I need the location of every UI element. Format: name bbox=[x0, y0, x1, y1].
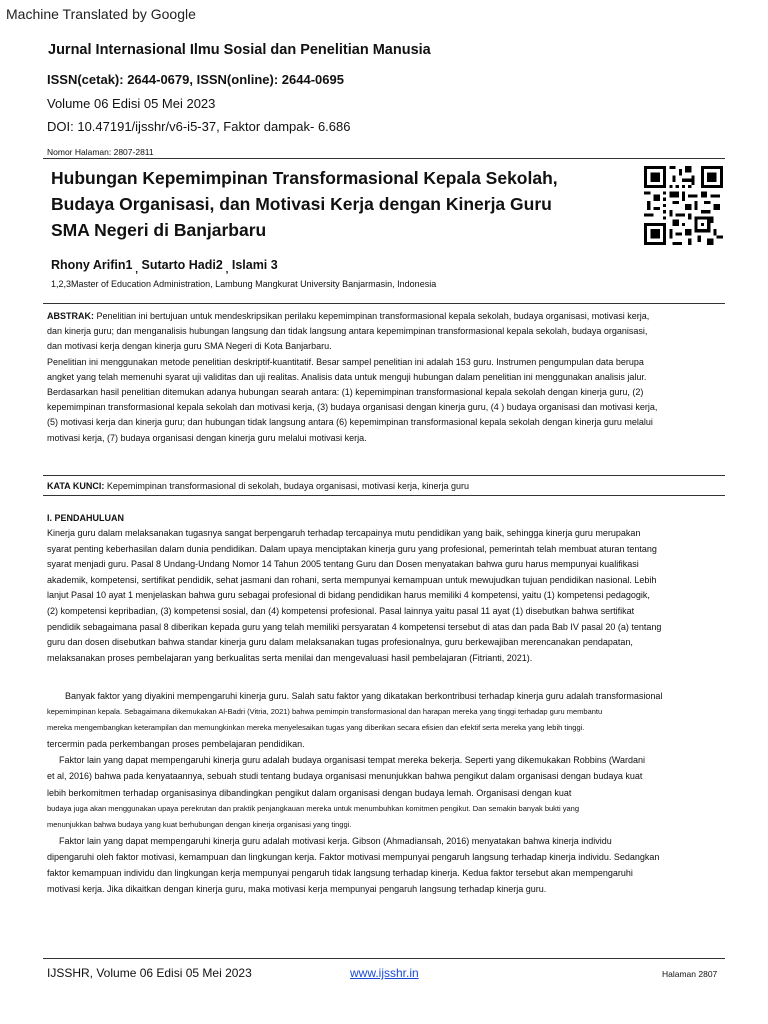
body-line: Kinerja guru dalam melaksanakan tugasnya sangat berpengaruh terhadap tercapainya mutu pendidikan yang baik, sehingga kinerja guru merupakan bbox=[47, 528, 641, 538]
abstract-line: dan kinerja guru; dan menganalisis hubungan langsung dan tidak langsung antara kepemimpinan transformasional kepala sekolah, budaya organisasi, bbox=[47, 326, 648, 337]
abstract-line: motivasi kerja, (7) budaya organisasi dengan kinerja guru melalui motivasi kerja. bbox=[47, 432, 367, 443]
footer-divider bbox=[43, 958, 725, 959]
journal-name: Jurnal Internasional Ilmu Sosial dan Penelitian Manusia bbox=[48, 42, 431, 58]
intro-paragraph bbox=[47, 526, 729, 666]
body-line: mereka mengembangkan keterampilan dan memungkinkan mereka menyelesaikan tugas yang diberikan secara efisien dan efektif serta mereka yang lebih tinggi. bbox=[47, 723, 585, 733]
abstract-line: Penelitian ini menggunakan metode penelitian deskriptif-kuantitatif. Besar sampel penelitian ini adalah 153 guru. Instrumen pengumpulan data berupa bbox=[47, 356, 644, 367]
keywords-divider-bottom bbox=[43, 495, 725, 496]
qr-code-icon bbox=[644, 166, 723, 245]
body-line: kepemimpinan kepala. Sebagaimana dikemukakan Al-Badri (Vitria, 2021) bahwa pemimpin transformasional dan harapan mereka yang tinggi terhadap guru membantu bbox=[47, 707, 603, 717]
body-line: melaksanakan proses pembelajaran yang berkualitas serta menilai dan mengevaluasi hasil pembelajaran (Fitrianti, 2021). bbox=[47, 652, 533, 663]
body-line: lanjut Pasal 10 ayat 1 menjelaskan bahwa guru sebagai profesional di bidang pendidikan harus memiliki 4 kompetensi, yaitu (1) kompetensi pedagogik, bbox=[47, 590, 650, 601]
body-paragraphs bbox=[47, 688, 729, 897]
body-line: syarat menjadi guru. Pasal 8 Undang-Undang Nomor 14 Tahun 2005 tentang Guru dan Dosen menyatakan bahwa guru harus mempunyai kualifikasi bbox=[47, 559, 639, 570]
author-name: Islami 3 bbox=[231, 258, 278, 272]
author-name: Sutarto Hadi2 bbox=[141, 258, 223, 272]
abstract-line: Berdasarkan hasil penelitian ditemukan adanya hubungan searah antara: (1) kepemimpinan transformasional kepala sekolah dengan kinerja guru, (2) bbox=[47, 387, 644, 398]
journal-issn: ISSN(cetak): 2644-0679, ISSN(online): 2644-0695 bbox=[47, 72, 344, 87]
keywords-label: KATA KUNCI: bbox=[47, 481, 105, 491]
keywords bbox=[47, 481, 469, 491]
author-separator: , bbox=[222, 264, 229, 276]
page-numbers: Nomor Halaman: 2807-2811 bbox=[47, 147, 154, 157]
machine-translation-banner: Machine Translated by Google bbox=[6, 6, 196, 22]
body-line: (2) kompetensi kepribadian, (3) kompetensi sosial, dan (4) kompetensi profesional. Pasal lainnya yaitu pasal 11 ayat (1) disebutkan bahwa sertifikat bbox=[47, 605, 635, 616]
body-line: syarat penting keberhasilan dalam dunia pendidikan. Dalam upaya menciptakan kinerja guru yang profesional, pemerintah telah membuat aturan tentang bbox=[47, 543, 657, 554]
section-heading: I. PENDAHULUAN bbox=[47, 513, 125, 523]
author-affiliation: 1,2,3Master of Education Administration, Lambung Mangkurat University Banjarmasin, Indonesia bbox=[51, 279, 437, 289]
author-name: Rhony Arifin1 bbox=[51, 258, 133, 272]
footer-page-number: Halaman 2807 bbox=[662, 969, 718, 979]
footer-website-link[interactable]: www.ijsshr.in bbox=[350, 966, 419, 980]
body-line: pendidik sebagaimana pasal 8 diberikan kepada guru yang telah memiliki persyaratan 4 kompetensi tersebut di atas dan pada Bab IV pasal 20 (a) tentang bbox=[47, 621, 662, 632]
body-line: menunjukkan bahwa budaya yang kuat berhubungan dengan kinerja organisasi yang tinggi. bbox=[47, 819, 352, 829]
article-title-line: Budaya Organisasi, dan Motivasi Kerja dengan Kinerja Guru bbox=[51, 194, 552, 214]
body-line: faktor kemampuan individu dan lingkungan kerja mempunyai pengaruh tidak langsung terhadap kinerja. Kedua faktor tersebut akan mempengaruhi bbox=[47, 868, 633, 879]
body-line: akademik, kompetensi, sertifikat pendidik, sehat jasmani dan rohani, serta mempunyai kemampuan untuk mewujudkan tujuan pendidikan nasional. Lebih bbox=[47, 574, 657, 585]
article-title-line: Hubungan Kepemimpinan Transformasional Kepala Sekolah, bbox=[51, 168, 558, 188]
body-line: Faktor lain yang dapat mempengaruhi kinerja guru adalah motivasi kerja. Gibson (Ahmadiansah, 2016) menyatakan bahwa kinerja individu bbox=[59, 835, 612, 846]
article-title-line: SMA Negeri di Banjarbaru bbox=[51, 220, 267, 240]
body-line: motivasi kerja. Jika dikaitkan dengan kinerja guru, maka motivasi kerja mempunyai pengaruh langsung terhadap kinerja guru. bbox=[47, 884, 547, 895]
author-list bbox=[51, 258, 278, 276]
author-separator: , bbox=[132, 264, 139, 276]
body-line: Faktor lain yang dapat mempengaruhi kinerja guru adalah budaya organisasi tempat mereka bekerja. Seperti yang dikemukakan Robbins (Wardani bbox=[59, 755, 645, 766]
abstract-line: ABSTRAK: Penelitian ini bertujuan untuk mendeskripsikan perilaku kepemimpinan transformasional kepala sekolah, budaya organisasi, motivasi kerja, bbox=[47, 311, 650, 321]
abstract-line: kepemimpinan transformasional kepala sekolah dan motivasi kerja, (3) budaya organisasi dengan kinerja guru, (4 ) budaya organisasi dan motivasi kerja, bbox=[47, 402, 658, 413]
abstract-line: dan motivasi kerja dengan kinerja guru SMA Negeri di Kota Banjarbaru. bbox=[47, 341, 332, 352]
body-line: lebih berkomitmen terhadap organisasinya dibandingkan pengikut dalam organisasi dengan budaya lemah. Organisasi dengan kuat bbox=[47, 787, 572, 798]
body-line: budaya juga akan menggunakan upaya perekrutan dan praktik penjangkauan mereka untuk menumbuhkan komitmen pengikut. Dan semakin banyak bukti yang bbox=[47, 803, 580, 813]
header-divider bbox=[43, 158, 725, 159]
body-line: dipengaruhi oleh faktor motivasi, kemampuan dan lingkungan kerja. Faktor motivasi mempunyai pengaruh langsung terhadap kinerja individu. Sedangkan bbox=[47, 851, 660, 862]
body-line: tercermin pada perkembangan proses pembelajaran pendidikan. bbox=[47, 739, 305, 750]
abstract-line: (5) motivasi kerja dan kinerja guru; dan hubungan tidak langsung antara (6) kepemimpinan transformasional kepala sekolah dengan kinerja guru melalui bbox=[47, 417, 653, 428]
body-line: et al, 2016) bahwa pada kenyataannya, sebuah studi tentang budaya organisasi menunjukkan bahwa pengikut dalam organisasi dengan budaya kuat bbox=[47, 771, 643, 782]
abstract-line: angket yang telah memenuhi syarat uji validitas dan uji realitas. Analisis data untuk menguji hubungan dalam penelitian ini menggunakan analisis jalur. bbox=[47, 371, 647, 382]
journal-volume: Volume 06 Edisi 05 Mei 2023 bbox=[47, 96, 216, 111]
body-line: guru dan dosen disebutkan bahwa standar kinerja guru dalam melaksanakan tugas profesionalnya, guru berkewajiban merencanakan pendapatan, bbox=[47, 637, 633, 648]
body-line: Banyak faktor yang diyakini mempengaruhi kinerja guru. Salah satu faktor yang dikatakan berkontribusi terhadap kinerja guru adalah transformasional bbox=[65, 691, 663, 701]
article-title bbox=[51, 165, 626, 243]
abstract-label: ABSTRAK: bbox=[47, 311, 94, 321]
keywords-divider-top bbox=[43, 475, 725, 476]
abstract-divider bbox=[43, 303, 725, 304]
keywords-text: Kepemimpinan transformasional di sekolah, budaya organisasi, motivasi kerja, kinerja guru bbox=[104, 481, 470, 491]
journal-doi: DOI: 10.47191/ijsshr/v6-i5-37, Faktor dampak- 6.686 bbox=[47, 119, 351, 134]
footer-journal-info: IJSSHR, Volume 06 Edisi 05 Mei 2023 bbox=[47, 966, 252, 980]
abstract bbox=[47, 309, 727, 446]
